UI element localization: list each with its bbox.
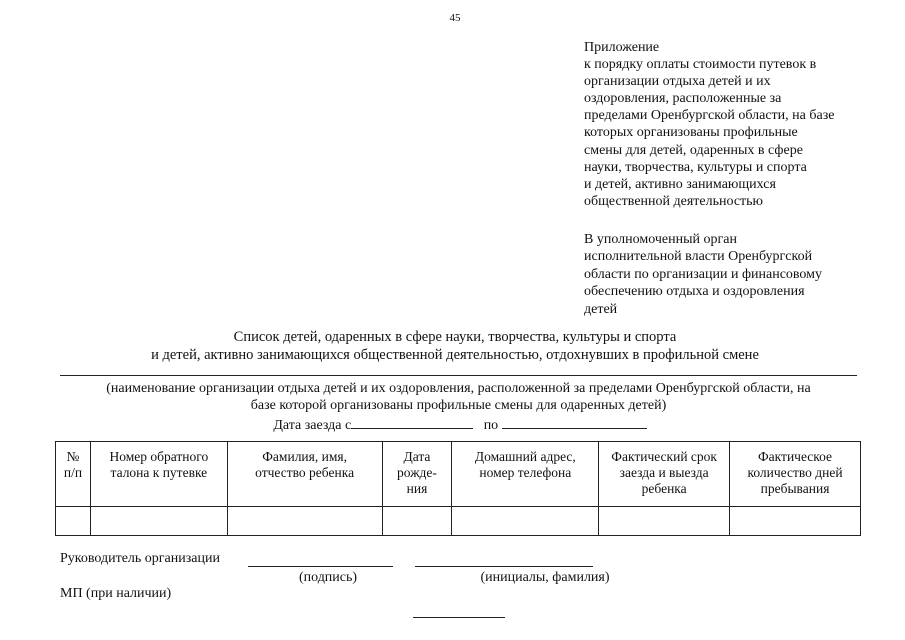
- date-from-blank: [351, 415, 473, 429]
- closing-line: [413, 617, 505, 618]
- recipient-line: исполнительной власти Оренбургской: [584, 249, 813, 265]
- organization-name-caption: [60, 380, 857, 414]
- appendix-line: организации отдыха детей и их: [584, 74, 771, 90]
- page-number: 45: [449, 12, 461, 24]
- name-line: [415, 566, 593, 567]
- head-of-organization-label: Руководитель организации: [60, 551, 220, 566]
- table-cell: [730, 507, 861, 536]
- recipient-line: обеспечению отдыха и оздоровления: [584, 284, 805, 300]
- signature-line: [248, 566, 393, 567]
- date-to-blank: [502, 415, 647, 429]
- arrival-dates: [230, 415, 690, 434]
- appendix-header: [584, 39, 884, 210]
- table-cell: [599, 507, 730, 536]
- table-header-row: [56, 442, 861, 507]
- column-header-birth-date: Дата рожде- ния: [382, 442, 452, 507]
- column-header-address: Домашний адрес, номер телефона: [452, 442, 599, 507]
- table-cell: [382, 507, 452, 536]
- recipient-block: [584, 231, 884, 318]
- recipient-line: детей: [584, 301, 618, 317]
- title-line: и детей, активно занимающихся общественной деятельностью, отдохнувших в профильной смене: [151, 347, 759, 363]
- appendix-line: смены для детей, одаренных в сфере: [584, 142, 803, 158]
- table-cell: [56, 507, 91, 536]
- recipient-line: области по организации и финансовому: [584, 266, 823, 282]
- date-to-label: по: [483, 418, 499, 433]
- column-header-days-count: Фактическое количество дней пребывания: [730, 442, 861, 507]
- table-cell: [452, 507, 599, 536]
- appendix-line: к порядку оплаты стоимости путевок в: [584, 57, 817, 73]
- recipient-line: В уполномоченный орган: [584, 232, 737, 247]
- appendix-line: и детей, активно занимающихся: [584, 176, 776, 192]
- table-cell: [90, 507, 227, 536]
- column-header-number: № п/п: [56, 442, 91, 507]
- caption-line: базе которой организованы профильные смены для одаренных детей): [250, 398, 667, 413]
- column-header-stay-period: Фактический срок заезда и выезда ребенка: [599, 442, 730, 507]
- appendix-line: которых организованы профильные: [584, 125, 798, 141]
- appendix-line: общественной деятельностью: [584, 193, 764, 209]
- column-header-child-name: Фамилия, имя, отчество ребенка: [227, 442, 382, 507]
- appendix-line: науки, творчества, культуры и спорта: [584, 159, 807, 175]
- title-line: Список детей, одаренных в сфере науки, творчества, культуры и спорта: [233, 329, 677, 345]
- date-from-label: Дата заезда с: [273, 418, 352, 433]
- children-list-table: [55, 441, 861, 536]
- caption-line: (наименование организации отдыха детей и их оздоровления, расположенной за пределами Оренбургской области, на: [106, 381, 811, 396]
- name-caption: (инициалы, фамилия): [480, 570, 610, 585]
- signature-caption: (подпись): [298, 570, 358, 585]
- table-row: [56, 507, 861, 536]
- appendix-line: пределами Оренбургской области, на базе: [584, 108, 835, 124]
- table-cell: [227, 507, 382, 536]
- column-header-voucher: Номер обратного талона к путевке: [90, 442, 227, 507]
- document-title: [60, 328, 850, 364]
- appendix-line: Приложение: [584, 40, 660, 55]
- organization-name-line: [60, 375, 857, 376]
- stamp-label: МП (при наличии): [60, 586, 172, 601]
- appendix-line: оздоровления, расположенные за: [584, 91, 782, 107]
